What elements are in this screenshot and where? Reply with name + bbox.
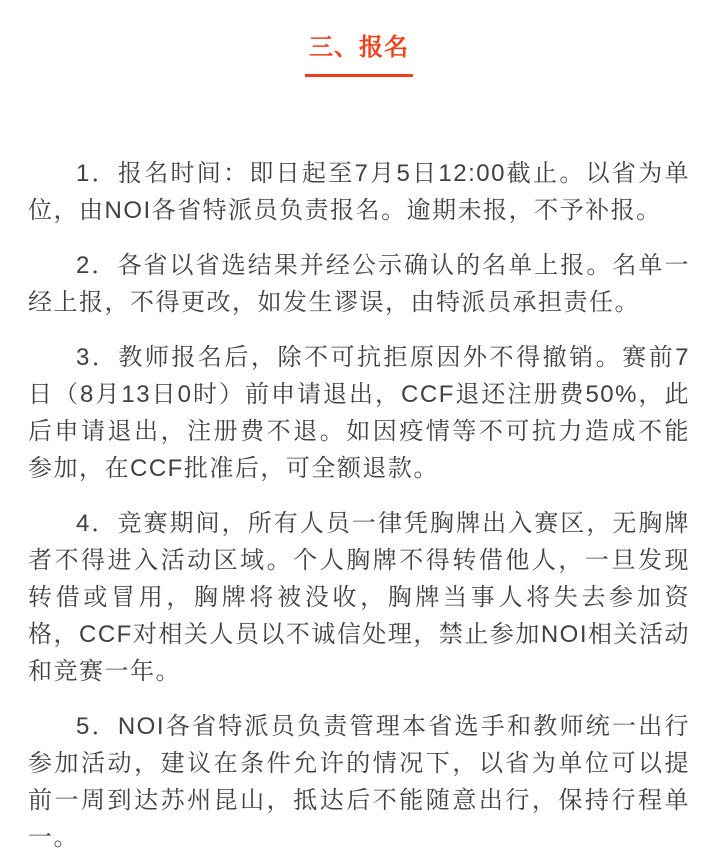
section-title: 三、报名: [305, 34, 413, 77]
paragraph-travel-management: 5．NOI各省特派员负责管理本省选手和教师统一出行参加活动，建议在条件允许的情况下，以省为单位可以提前一周到达苏州昆山，抵达后不能随意出行，保持行程单一。: [28, 713, 690, 851]
paragraph-withdrawal-refund-policy: 3．教师报名后，除不可抗拒原因外不得撤销。赛前7日（8月13日0时）前申请退出，CCF退还注册费50%，此后申请退出，注册费不退。如因疫情等不可抗力造成不能参加，在CCF批准后，可全额退款。: [28, 344, 690, 482]
section-header: [28, 34, 690, 77]
article-body: [28, 155, 690, 856]
paragraph-badge-rules: 4．竞赛期间，所有人员一律凭胸牌出入赛区，无胸牌者不得进入活动区域。个人胸牌不得转借他人，一旦发现转借或冒用，胸牌将被没收，胸牌当事人将失去参加资格，CCF对相关人员以不诚信处理，禁止参加NOI相关活动和竞赛一年。: [28, 510, 690, 685]
paragraph-name-list-reporting: 2．各省以省选结果并经公示确认的名单上报。名单一经上报，不得更改，如发生谬误，由特派员承担责任。: [28, 252, 690, 316]
paragraph-registration-deadline: 1．报名时间：即日起至7月5日12:00截止。以省为单位，由NOI各省特派员负责报名。逾期未报，不予补报。: [28, 160, 690, 224]
